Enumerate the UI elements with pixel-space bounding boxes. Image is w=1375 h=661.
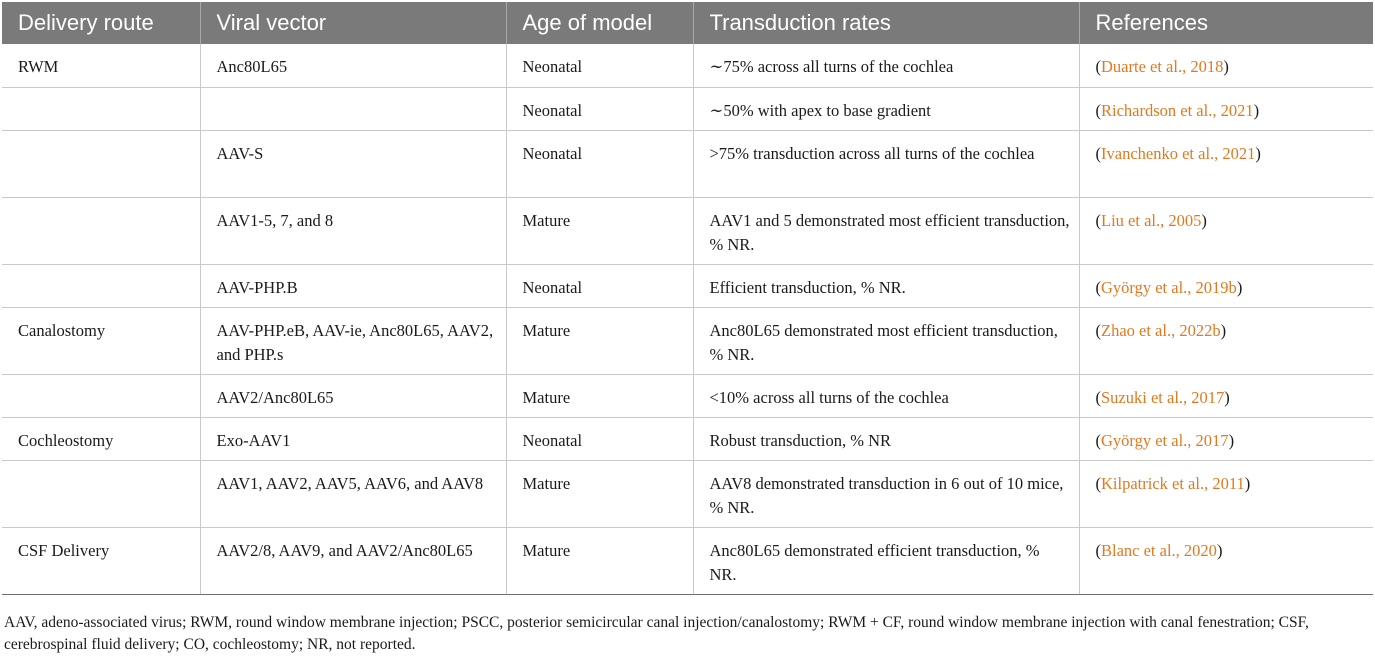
cell-viral-vector: AAV-S	[200, 130, 506, 197]
cell-viral-vector: Exo-AAV1	[200, 417, 506, 460]
table-row	[2, 417, 1373, 460]
cell-reference: (Suzuki et al., 2017)	[1079, 374, 1373, 417]
table-header	[2, 2, 1373, 44]
cell-age-of-model: Mature	[506, 197, 693, 264]
table-row	[2, 264, 1373, 307]
cell-age-of-model: Mature	[506, 374, 693, 417]
cell-reference: (Richardson et al., 2021)	[1079, 87, 1373, 130]
table-body	[2, 44, 1373, 594]
reference-link[interactable]: Liu et al., 2005	[1101, 210, 1202, 230]
transduction-table	[2, 2, 1373, 595]
reference-link[interactable]: Zhao et al., 2022b	[1101, 320, 1221, 340]
reference-link[interactable]: Duarte et al., 2018	[1101, 57, 1224, 76]
table-container	[2, 2, 1373, 595]
cell-delivery-route	[2, 374, 200, 417]
cell-reference: (Ivanchenko et al., 2021)	[1079, 130, 1373, 197]
table-row	[2, 460, 1373, 527]
cell-reference: (Liu et al., 2005)	[1079, 197, 1373, 264]
cell-viral-vector	[200, 87, 506, 130]
cell-transduction-rate: ∼50% with apex to base gradient	[693, 87, 1079, 130]
cell-age-of-model: Mature	[506, 527, 693, 594]
cell-age-of-model: Neonatal	[506, 87, 693, 130]
header-transduction-rates: Transduction rates	[693, 2, 1079, 44]
cell-delivery-route: Cochleostomy	[2, 417, 200, 460]
reference-link[interactable]: Suzuki et al., 2017	[1101, 387, 1225, 407]
cell-viral-vector: Anc80L65	[200, 44, 506, 87]
header-references: References	[1095, 10, 1209, 35]
cell-reference: (Blanc et al., 2020)	[1079, 527, 1373, 594]
header-row	[2, 2, 1373, 44]
cell-transduction-rate: Anc80L65 demonstrated most efficient transduction, % NR.	[693, 307, 1079, 374]
cell-viral-vector: AAV-PHP.B	[200, 264, 506, 307]
cell-age-of-model: Mature	[506, 307, 693, 374]
cell-age-of-model: Neonatal	[506, 264, 693, 307]
cell-transduction-rate: Robust transduction, % NR	[693, 417, 1079, 460]
cell-transduction-rate: Efficient transduction, % NR.	[693, 264, 1079, 307]
reference-link[interactable]: Blanc et al., 2020	[1101, 540, 1217, 560]
cell-age-of-model: Neonatal	[506, 417, 693, 460]
cell-transduction-rate: ∼75% across all turns of the cochlea	[693, 44, 1079, 87]
table-row	[2, 307, 1373, 374]
header-age-of-model: Age of model	[506, 2, 693, 44]
cell-reference: (György et al., 2019b)	[1079, 264, 1373, 307]
reference-link[interactable]: György et al., 2019b	[1101, 277, 1237, 297]
reference-link[interactable]: Richardson et al., 2021	[1101, 100, 1254, 120]
cell-viral-vector: AAV1-5, 7, and 8	[200, 197, 506, 264]
cell-delivery-route: RWM	[2, 44, 200, 87]
cell-reference: (Duarte et al., 2018)	[1079, 44, 1373, 87]
cell-delivery-route	[2, 460, 200, 527]
cell-delivery-route	[2, 197, 200, 264]
cell-reference: (Zhao et al., 2022b)	[1079, 307, 1373, 374]
cell-transduction-rate: AAV1 and 5 demonstrated most efficient transduction, % NR.	[693, 197, 1079, 264]
table-row	[2, 44, 1373, 87]
cell-viral-vector: AAV-PHP.eB, AAV-ie, Anc80L65, AAV2, and PHP.s	[200, 307, 506, 374]
cell-age-of-model: Neonatal	[506, 44, 693, 87]
cell-transduction-rate: Anc80L65 demonstrated efficient transduction, % NR.	[693, 527, 1079, 594]
cell-reference: (Kilpatrick et al., 2011)	[1079, 460, 1373, 527]
reference-link[interactable]: György et al., 2017	[1101, 430, 1229, 450]
cell-delivery-route: Canalostomy	[2, 307, 200, 374]
cell-delivery-route	[2, 264, 200, 307]
header-viral-vector: Viral vector	[200, 2, 506, 44]
reference-link[interactable]: Kilpatrick et al., 2011	[1101, 473, 1245, 493]
reference-link[interactable]: Ivanchenko et al., 2021	[1101, 143, 1256, 163]
cell-viral-vector: AAV2/Anc80L65	[200, 374, 506, 417]
table-footnote: AAV, adeno-associated virus; RWM, round window membrane injection; PSCC, posterior semicircular canal injection/canalostomy; RWM + CF, round window membrane injection with canal fenestration; CSF, cerebrospinal fluid delivery; CO, cochleostomy; NR, not reported.	[4, 614, 1309, 653]
cell-delivery-route	[2, 87, 200, 130]
table-row	[2, 87, 1373, 130]
table-row	[2, 130, 1373, 197]
cell-reference: (György et al., 2017)	[1079, 417, 1373, 460]
cell-age-of-model: Mature	[506, 460, 693, 527]
header-delivery-route: Delivery route	[2, 2, 200, 44]
table-row	[2, 197, 1373, 264]
cell-transduction-rate: AAV8 demonstrated transduction in 6 out of 10 mice, % NR.	[693, 460, 1079, 527]
cell-transduction-rate: <10% across all turns of the cochlea	[693, 374, 1079, 417]
cell-age-of-model: Neonatal	[506, 130, 693, 197]
cell-viral-vector: AAV1, AAV2, AAV5, AAV6, and AAV8	[200, 460, 506, 527]
cell-viral-vector: AAV2/8, AAV9, and AAV2/Anc80L65	[200, 527, 506, 594]
cell-transduction-rate: >75% transduction across all turns of the cochlea	[693, 130, 1079, 197]
table-row	[2, 374, 1373, 417]
cell-delivery-route: CSF Delivery	[2, 527, 200, 594]
table-row	[2, 527, 1373, 594]
cell-delivery-route	[2, 130, 200, 197]
